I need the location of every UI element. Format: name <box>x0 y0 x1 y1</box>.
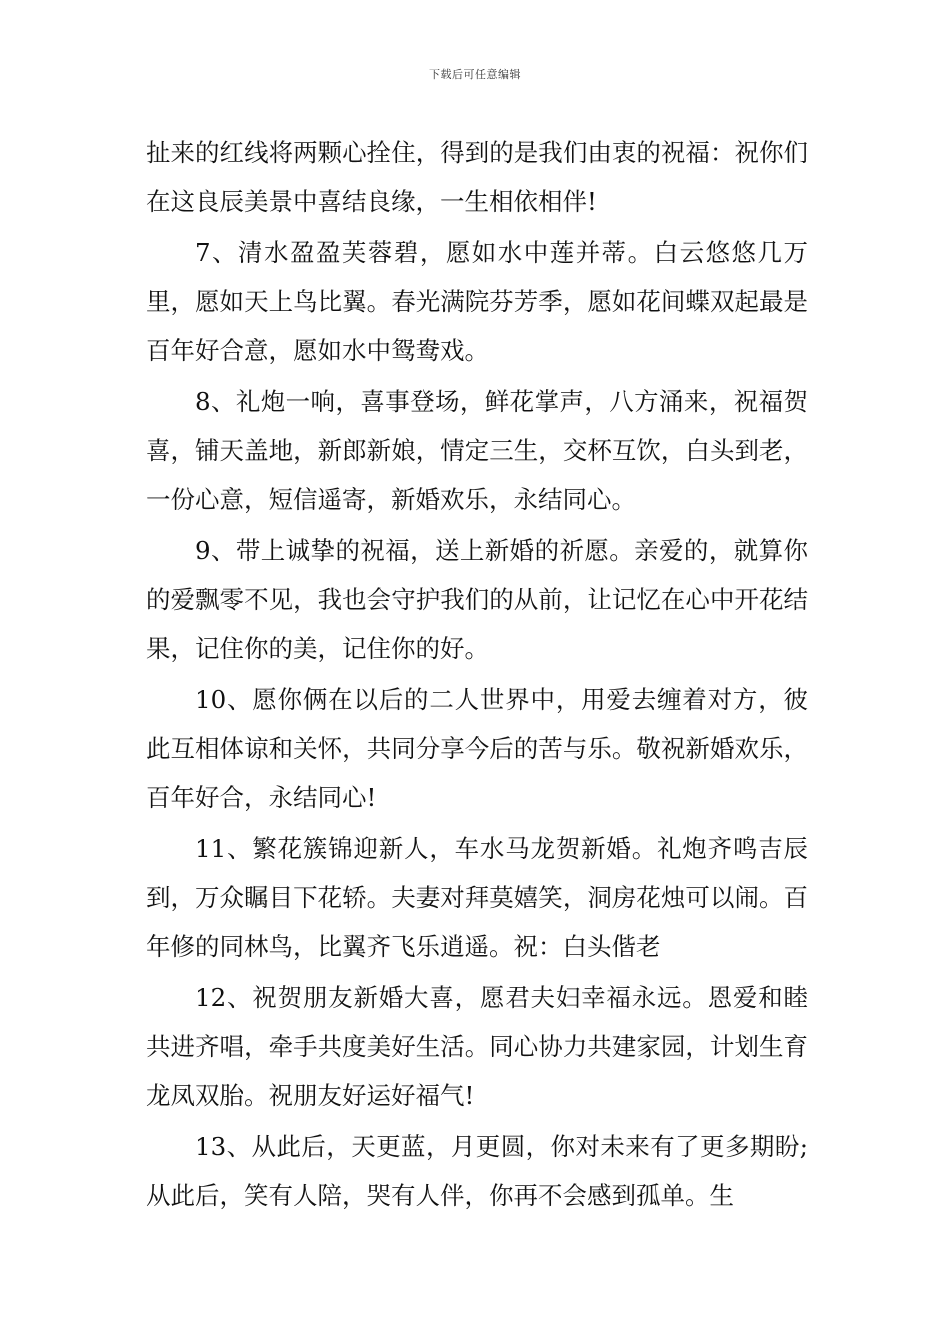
paragraph-12: 12、祝贺朋友新婚大喜，愿君夫妇幸福永远。恩爱和睦共进齐唱，牵手共度美好生活。同心协力共建家园，计划生育龙凤双胎。祝朋友好运好福气! <box>146 983 808 1110</box>
paragraph-9: 9、带上诚挚的祝福，送上新婚的祈愿。亲爱的，就算你的爱飘零不见，我也会守护我们的从前，让记忆在心中开花结果，记住你的美，记住你的好。 <box>146 536 808 663</box>
paragraph-10: 10、愿你俩在以后的二人世界中，用爱去缠着对方，彼此互相体谅和关怀，共同分享今后的苦与乐。敬祝新婚欢乐，百年好合，永结同心! <box>146 685 808 812</box>
paragraph-11: 11、繁花簇锦迎新人，车水马龙贺新婚。礼炮齐鸣吉辰到，万众瞩目下花轿。夫妻对拜莫嬉笑，洞房花烛可以闹。百年修的同林鸟，比翼齐飞乐逍遥。祝：白头偕老 <box>146 834 808 961</box>
paragraph-13: 13、从此后，天更蓝，月更圆，你对未来有了更多期盼;从此后，笑有人陪，哭有人伴，你再不会感到孤单。生 <box>146 1132 808 1210</box>
document-body <box>146 128 808 1222</box>
paragraph-7: 7、清水盈盈芙蓉碧，愿如水中莲并蒂。白云悠悠几万里，愿如天上鸟比翼。春光满院芬芳季，愿如花间蝶双起最是百年好合意，愿如水中鸳鸯戏。 <box>146 238 808 365</box>
paragraph-1: 扯来的红线将两颗心拴住，得到的是我们由衷的祝福：祝你们在这良辰美景中喜结良缘，一生相依相伴! <box>146 138 808 216</box>
page-header: 下载后可任意编辑 <box>429 68 521 81</box>
paragraph-8: 8、礼炮一响，喜事登场，鲜花掌声，八方涌来，祝福贺喜，铺天盖地，新郎新娘，情定三生，交杯互饮，白头到老，一份心意，短信遥寄，新婚欢乐，永结同心。 <box>146 387 808 514</box>
